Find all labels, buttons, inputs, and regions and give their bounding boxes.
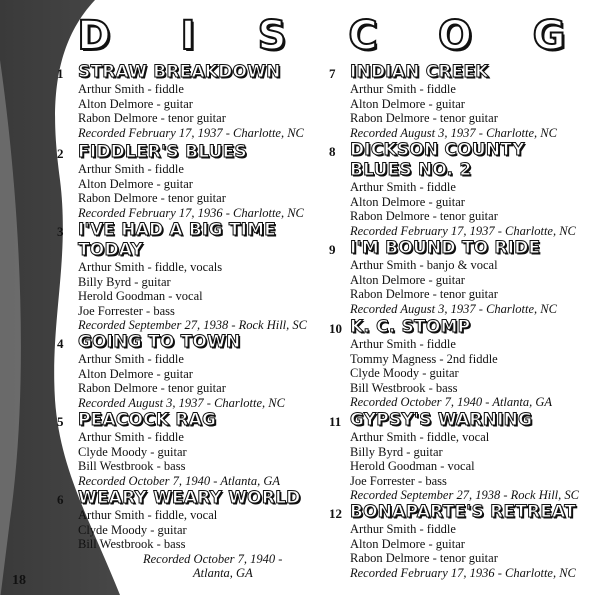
track-title: GYPSY'S WARNING xyxy=(350,410,533,430)
track-title-line2: TODAY xyxy=(78,240,143,260)
personnel-line: Arthur Smith - fiddle xyxy=(350,522,456,536)
personnel-line: Clyde Moody - guitar xyxy=(78,522,187,537)
track-number: 8 xyxy=(329,144,336,159)
personnel-line: Arthur Smith - fiddle xyxy=(78,430,184,444)
recording-info: Recorded October 7, 1940 - Atlanta, GA xyxy=(78,473,281,488)
recording-info: Recorded February 17, 1936 - Charlotte, NC xyxy=(350,565,576,580)
personnel-line: Rabon Delmore - tenor guitar xyxy=(350,111,498,125)
heading-letter: G xyxy=(532,13,566,59)
personnel-line: Herold Goodman - vocal xyxy=(78,289,203,303)
recording-info: Recorded February 17, 1937 - Charlotte, NC xyxy=(350,223,576,238)
personnel-line: Clyde Moody - guitar xyxy=(350,366,459,380)
recording-info: Recorded February 17, 1937 - Charlotte, NC xyxy=(78,125,304,140)
track-entry xyxy=(57,488,301,581)
track-entry xyxy=(329,238,557,316)
personnel-line: Herold Goodman - vocal xyxy=(350,459,475,473)
track-number: 1 xyxy=(57,66,64,81)
track-title: I'M BOUND TO RIDE xyxy=(350,238,541,258)
personnel-line: Arthur Smith - fiddle, vocal xyxy=(78,508,218,522)
heading-letter: I xyxy=(180,13,196,59)
personnel-line: Rabon Delmore - tenor guitar xyxy=(350,551,498,565)
recording-info: Recorded September 27, 1938 - Rock Hill, SC xyxy=(350,488,579,502)
track-title: INDIAN CREEK xyxy=(350,62,489,82)
personnel-line: Alton Delmore - guitar xyxy=(350,96,465,111)
track-number: 9 xyxy=(329,242,336,257)
track-entry xyxy=(329,140,576,238)
track-entry xyxy=(57,332,285,410)
personnel-line: Arthur Smith - banjo & vocal xyxy=(350,258,498,272)
personnel-line: Arthur Smith - fiddle xyxy=(350,337,456,351)
heading-letter: S xyxy=(257,13,287,59)
track-title: K. C. STOMP xyxy=(350,317,471,337)
track-entry xyxy=(57,410,281,488)
personnel-line: Joe Forrester - bass xyxy=(350,473,447,488)
track-title: DICKSON COUNTY xyxy=(350,140,525,160)
personnel-line: Alton Delmore - guitar xyxy=(350,536,465,551)
recording-info: Recorded August 3, 1937 - Charlotte, NC xyxy=(78,395,285,410)
recording-info: Recorded October 7, 1940 - Atlanta, GA xyxy=(350,395,553,409)
recording-info: Recorded August 3, 1937 - Charlotte, NC xyxy=(350,125,557,140)
heading-letter: C xyxy=(348,13,378,59)
track-number: 2 xyxy=(57,146,64,161)
track-entry xyxy=(57,142,304,220)
page-number: 18 xyxy=(12,573,26,588)
personnel-line: Rabon Delmore - tenor guitar xyxy=(78,191,226,205)
personnel-line: Arthur Smith - fiddle, vocals xyxy=(78,260,223,274)
personnel-line: Arthur Smith - fiddle xyxy=(78,82,184,96)
track-entry xyxy=(329,502,576,580)
personnel-line: Billy Byrd - guitar xyxy=(78,274,171,289)
track-title: FIDDLER'S BLUES xyxy=(78,142,247,162)
track-number: 10 xyxy=(329,321,342,336)
track-entry xyxy=(57,62,304,140)
personnel-line: Billy Byrd - guitar xyxy=(350,444,443,459)
track-entry xyxy=(329,62,557,140)
personnel-line: Bill Westbrook - bass xyxy=(78,459,186,473)
heading-letter: D xyxy=(77,13,111,59)
recording-info: Recorded February 17, 1936 - Charlotte, NC xyxy=(78,205,304,220)
personnel-line: Tommy Magness - 2nd fiddle xyxy=(350,351,498,366)
personnel-line: Rabon Delmore - tenor guitar xyxy=(78,381,226,395)
personnel-line: Clyde Moody - guitar xyxy=(78,444,187,459)
track-number: 6 xyxy=(57,492,64,507)
personnel-line: Arthur Smith - fiddle xyxy=(350,180,456,194)
personnel-line: Rabon Delmore - tenor guitar xyxy=(78,111,226,125)
personnel-line: Joe Forrester - bass xyxy=(78,303,175,318)
track-title: WEARY WEARY WORLD xyxy=(78,488,301,508)
personnel-line: Rabon Delmore - tenor guitar xyxy=(350,287,498,301)
personnel-line: Bill Westbrook - bass xyxy=(350,380,458,395)
personnel-line: Bill Westbrook - bass xyxy=(78,537,186,551)
track-entry xyxy=(329,410,579,503)
recording-info-line2: Atlanta, GA xyxy=(193,566,253,580)
track-title: BONAPARTE'S RETREAT xyxy=(350,502,576,522)
heading-letter: O xyxy=(437,13,472,59)
recording-info: Recorded September 27, 1938 - Rock Hill, SC xyxy=(78,318,307,332)
track-title-line2: BLUES NO. 2 xyxy=(350,160,472,180)
track-number: 12 xyxy=(329,506,342,521)
personnel-line: Alton Delmore - guitar xyxy=(78,366,193,381)
recording-info: Recorded October 7, 1940 - xyxy=(143,551,283,566)
track-entry xyxy=(329,317,553,410)
track-entry xyxy=(57,220,307,333)
track-title: GOING TO TOWN xyxy=(78,332,241,352)
personnel-line: Alton Delmore - guitar xyxy=(78,96,193,111)
personnel-line: Alton Delmore - guitar xyxy=(78,176,193,191)
personnel-line: Rabon Delmore - tenor guitar xyxy=(350,209,498,223)
recording-info: Recorded August 3, 1937 - Charlotte, NC xyxy=(350,301,557,316)
track-number: 11 xyxy=(329,414,342,429)
track-title: STRAW BREAKDOWN xyxy=(78,62,281,82)
personnel-line: Alton Delmore - guitar xyxy=(350,194,465,209)
track-title: I'VE HAD A BIG TIME xyxy=(78,220,277,240)
personnel-line: Arthur Smith - fiddle xyxy=(78,162,184,176)
personnel-line: Alton Delmore - guitar xyxy=(350,272,465,287)
track-number: 3 xyxy=(57,224,64,239)
track-number: 4 xyxy=(57,336,64,351)
track-number: 5 xyxy=(57,414,64,429)
track-title: PEACOCK RAG xyxy=(78,410,217,430)
track-number: 7 xyxy=(329,66,336,81)
personnel-line: Arthur Smith - fiddle xyxy=(350,82,456,96)
personnel-line: Arthur Smith - fiddle, vocal xyxy=(350,430,490,444)
personnel-line: Arthur Smith - fiddle xyxy=(78,352,184,366)
